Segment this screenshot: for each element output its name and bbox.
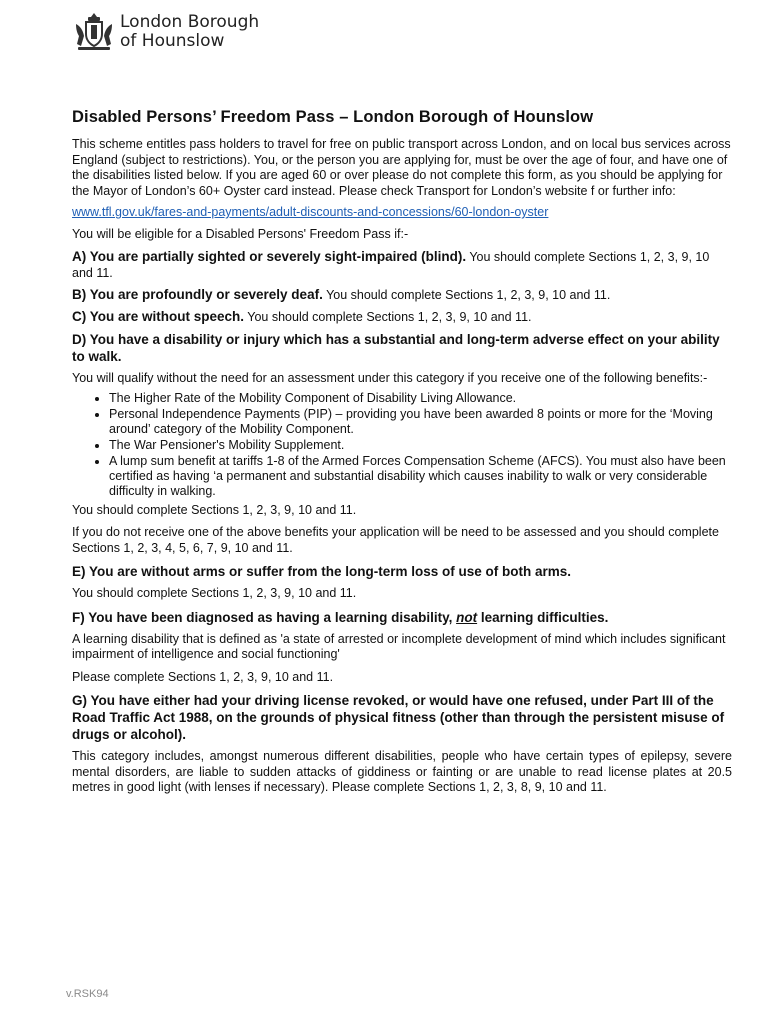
category-c-heading: C) You are without speech. — [72, 309, 245, 324]
benefits-list — [72, 391, 732, 499]
category-b-heading: B) You are profoundly or severely deaf. — [72, 287, 323, 302]
category-d-assessment: If you do not receive one of the above benefits your application will be need to be assessed and you should complete Sections 1, 2, 3, 4, 5, 6, 7, 9, 10 and 11. — [72, 525, 719, 555]
category-f-heading-start: F) You have been diagnosed as having a learning disability, — [72, 609, 457, 625]
council-name — [120, 13, 259, 51]
category-a-text: You should complete Sections 1, 2, 3, 9, 10 and 11. — [72, 250, 710, 280]
eligibility-intro: You will be eligible for a Disabled Persons' Freedom Pass if:- — [72, 226, 409, 241]
list-item: • Personal Independence Payments (PIP) – providing you have been awarded 8 points or more for the ‘Moving around’ category of the Mobility Component. — [109, 407, 732, 437]
council-name-line2: of Hounslow — [120, 31, 225, 51]
council-name-line1: London Borough — [120, 12, 260, 32]
version-footer: v.RSK94 — [66, 988, 109, 1000]
list-item: • A lump sum benefit at tariffs 1-8 of the Armed Forces Compensation Scheme (AFCS). You must also have been certified as having ‘a permanent and substantial disability which causes inability to walk or very considerable difficulty in walking. — [109, 454, 732, 499]
category-f-definition: A learning disability that is defined as 'a state of arrested or incomplete development of mind which includes significant impairment of intelligence and social functioning' — [72, 631, 726, 661]
category-d-heading: D) You have a disability or injury which has a substantial and long-term adverse effect on your ability to walk. — [72, 332, 720, 364]
category-b-text: You should complete Sections 1, 2, 3, 9, 10 and 11. — [322, 288, 611, 302]
page-title: Disabled Persons’ Freedom Pass – London Borough of Hounslow — [72, 108, 594, 126]
category-a-heading: A) You are partially sighted or severely sight-impaired (blind). — [72, 249, 467, 264]
category-g-heading: G) You have either had your driving license revoked, or would have one refused, under Part III of the Road Traffic Act 1988, on the grounds of physical fitness (other than through the persistent misuse of drugs or alcohol). — [72, 693, 725, 742]
list-item: • The Higher Rate of the Mobility Component of Disability Living Allowance. — [109, 391, 732, 406]
council-logo — [72, 10, 259, 54]
list-item: • The War Pensioner's Mobility Supplement. — [109, 438, 732, 453]
category-g-text: This category includes, amongst numerous different disabilities, people who have certain types of epilepsy, severe mental disorders, are liable to sudden attacks of giddiness or fainting or are unable to read license plates at 20.5 metres in good light (with lenses if necessary). Please complete Sections 1, 2, 3, 8, 9, 10 and 11. — [72, 749, 732, 794]
crest-icon — [72, 10, 116, 54]
category-d-complete: You should complete Sections 1, 2, 3, 9, 10 and 11. — [72, 502, 357, 517]
category-f-not-emphasis: not — [456, 609, 478, 625]
category-f-heading-end: learning difficulties. — [477, 609, 609, 625]
category-f-heading — [72, 609, 732, 626]
category-f-complete: Please complete Sections 1, 2, 3, 9, 10 and 11. — [72, 669, 334, 684]
category-b — [72, 287, 732, 303]
main-content — [72, 108, 732, 796]
intro-paragraph: This scheme entitles pass holders to travel for free on public transport across London, and on local bus services across England (subject to restrictions). You, or the person you are applying for, must be over the age of four, and have one of the disabilities listed below. If you are aged 60 or over please do not complete this form, as you should be applying for the Mayor of London’s 60+ Oyster card instead. Please check Transport for London’s website f or further info: — [72, 137, 731, 198]
category-c-text: You should complete Sections 1, 2, 3, 9, 10 and 11. — [244, 310, 532, 324]
tfl-link[interactable]: www.tfl.gov.uk/fares-and-payments/adult-discounts-and-concessions/60-london-oyster — [72, 205, 549, 219]
category-e-text: You should complete Sections 1, 2, 3, 9, 10 and 11. — [72, 586, 357, 600]
category-d-intro: You will qualify without the need for an assessment under this category if you receive one of the following benefits:- — [72, 371, 708, 385]
category-c — [72, 309, 732, 325]
category-e-heading: E) You are without arms or suffer from the long-term loss of use of both arms. — [72, 564, 572, 579]
category-a — [72, 249, 732, 281]
